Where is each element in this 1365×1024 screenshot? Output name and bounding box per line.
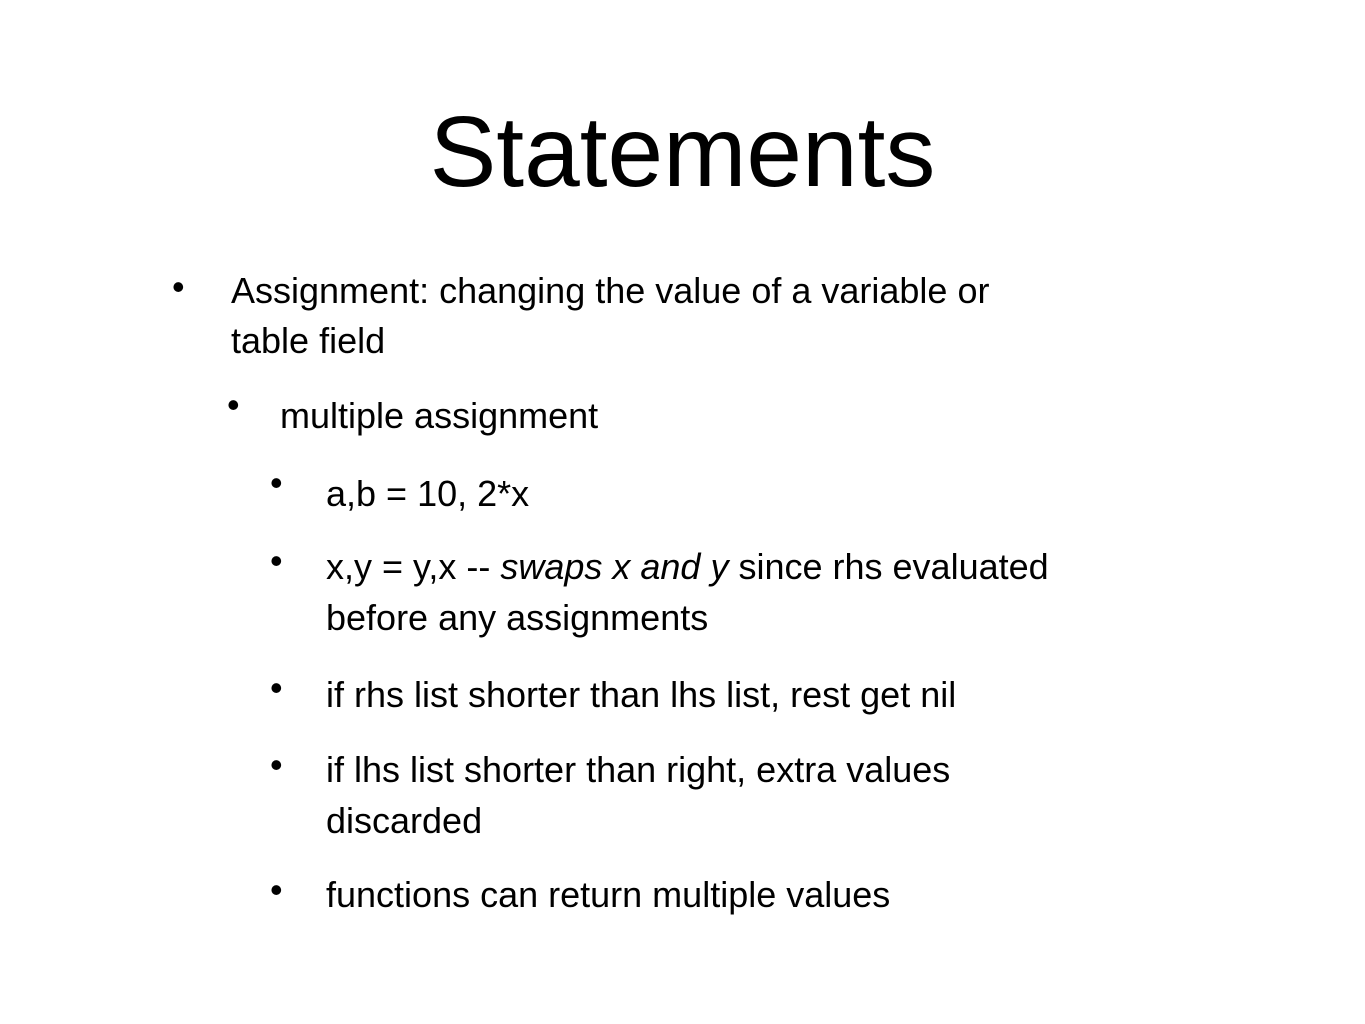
bullet-dot: • bbox=[270, 462, 283, 503]
swap-post-segment: since rhs evaluated bbox=[728, 546, 1049, 587]
bullet-text-swap-line2: before any assignments bbox=[326, 597, 709, 638]
bullet-text-rhs-shorter: if rhs list shorter than lhs list, rest get nil bbox=[326, 674, 957, 715]
bullet-dot: • bbox=[270, 540, 283, 581]
bullet-dot: • bbox=[270, 869, 283, 910]
swap-italic-segment: swaps x and y bbox=[500, 546, 729, 587]
bullet-text-assignment-line1: Assignment: changing the value of a variable or bbox=[231, 270, 990, 311]
bullet-text-ab-assignment: a,b = 10, 2*x bbox=[326, 473, 530, 514]
bullet-text-functions-return: functions can return multiple values bbox=[326, 874, 891, 915]
bullet-dot: • bbox=[270, 667, 283, 708]
bullet-text-multiple-assignment: multiple assignment bbox=[280, 395, 599, 436]
bullet-dot: • bbox=[172, 266, 185, 307]
bullet-text-swap-line1 bbox=[326, 542, 1049, 592]
bullet-dot: • bbox=[270, 744, 283, 785]
bullet-dot: • bbox=[227, 384, 240, 425]
bullet-text-lhs-shorter-line2: discarded bbox=[326, 800, 483, 841]
bullet-text-assignment-line2: table field bbox=[231, 320, 386, 361]
swap-code-segment: x,y = y,x -- bbox=[326, 546, 501, 587]
bullet-text-lhs-shorter-line1: if lhs list shorter than right, extra values bbox=[326, 749, 951, 790]
slide-title: Statements bbox=[429, 96, 936, 208]
